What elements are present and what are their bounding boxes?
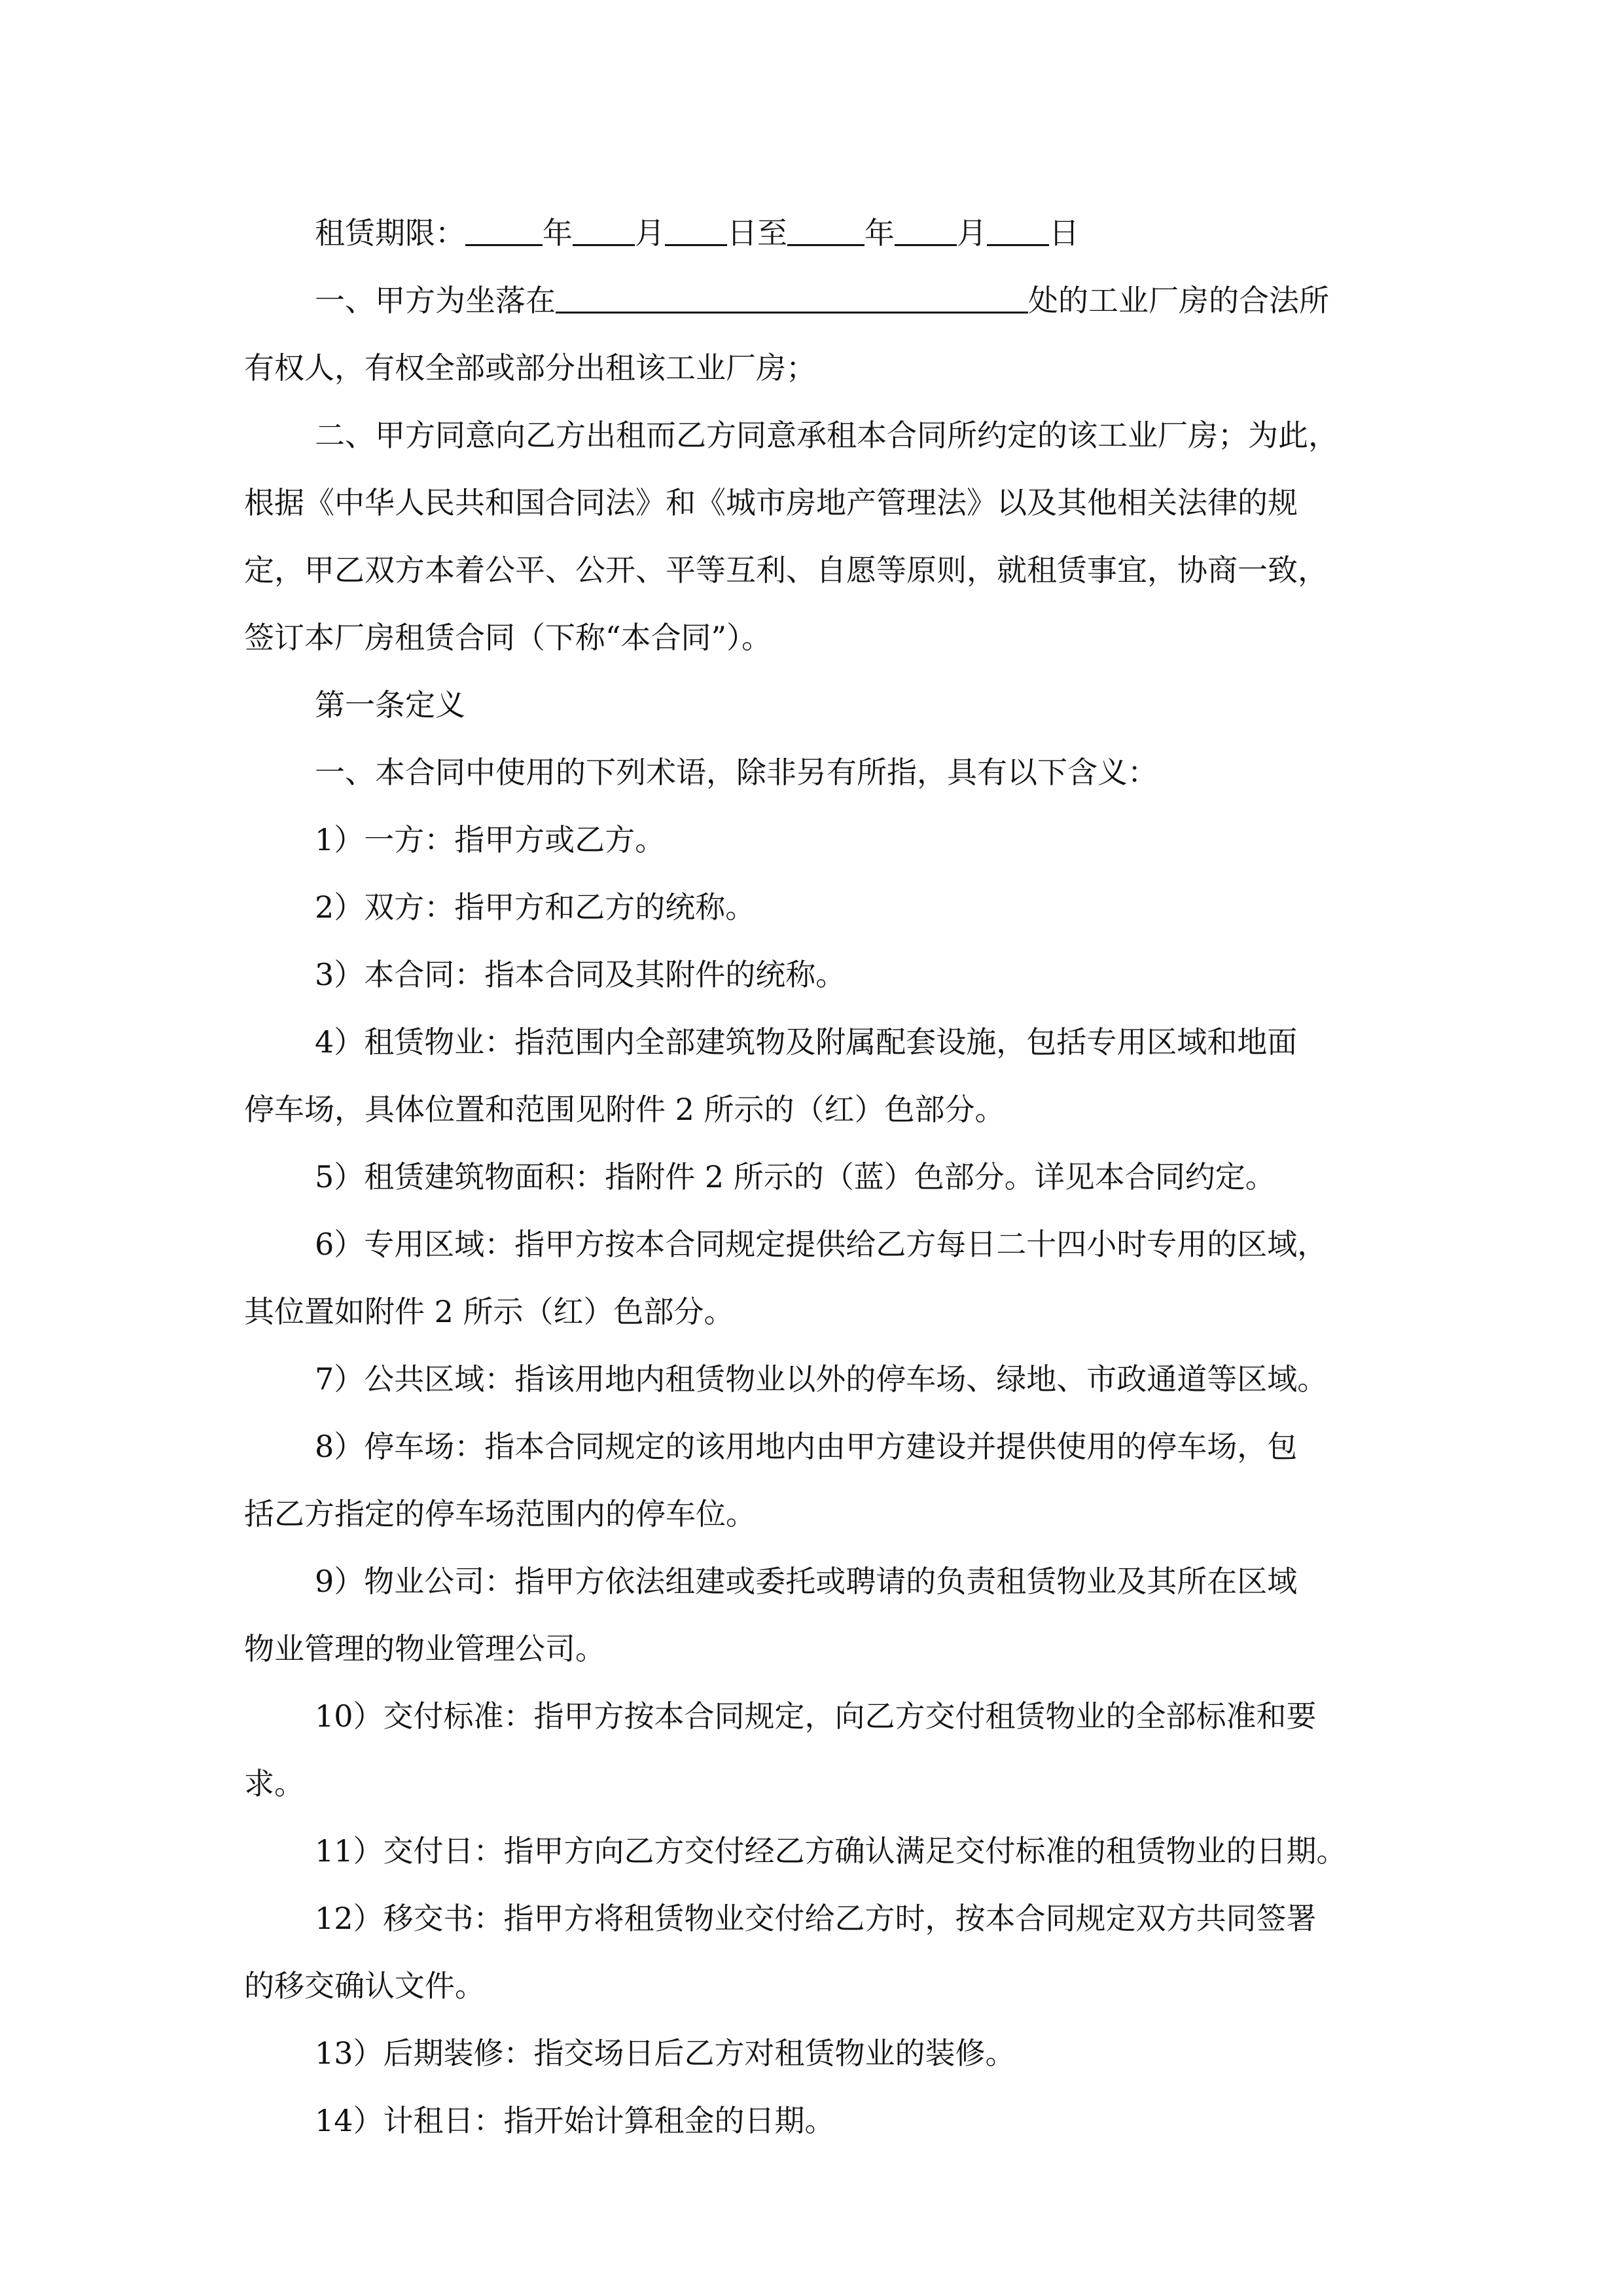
start-year-blank[interactable]	[465, 218, 543, 246]
term-8-line2: 括乙方指定的停车场范围内的停车位。	[244, 1496, 756, 1532]
term-4-line1: 4）租赁物业：指范围内全部建筑物及附属配套设施，包括专用区域和地面	[315, 1024, 1298, 1060]
term-6-line1: 6）专用区域：指甲方按本合同规定提供给乙方每日二十四小时专用的区域，	[315, 1227, 1328, 1262]
start-day-to: 日至	[727, 215, 787, 251]
term-1: 1）一方：指甲方或乙方。	[315, 822, 666, 857]
lease-term-line	[244, 200, 1386, 267]
term-14: 14）计租日：指开始计算租金的日期。	[315, 2103, 835, 2138]
end-day-unit: 日	[1049, 215, 1079, 251]
lease-term-label: 租赁期限：	[315, 215, 465, 251]
end-year-unit: 年	[865, 215, 895, 251]
start-year-unit: 年	[543, 215, 573, 251]
end-year-blank[interactable]	[787, 218, 865, 246]
term-4-line2: 停车场，具体位置和范围见附件 2 所示的（红）色部分。	[244, 1092, 1005, 1127]
clause-one-suffix: 处的工业厂房的合法所	[1028, 283, 1329, 318]
term-9-line1: 9）物业公司：指甲方依法组建或委托或聘请的负责租赁物业及其所在区域	[315, 1564, 1298, 1599]
clause-two-line2: 根据《中华人民共和国合同法》和《城市房地产管理法》以及其他相关法律的规	[244, 485, 1298, 520]
clause-one-prefix: 一、甲方为坐落在	[315, 283, 556, 318]
start-day-blank[interactable]	[665, 218, 727, 246]
end-day-blank[interactable]	[987, 218, 1049, 246]
term-7: 7）公共区域：指该用地内租赁物业以外的停车场、绿地、市政通道等区域。	[315, 1361, 1328, 1397]
clause-one-line1	[244, 267, 1386, 334]
contract-body	[244, 200, 1386, 2155]
article-one-title: 第一条定义	[315, 687, 465, 723]
clause-two-line4: 签订本厂房租赁合同（下称“本合同”）。	[244, 620, 772, 655]
article-one-intro: 一、本合同中使用的下列术语，除非另有所指，具有以下含义：	[315, 755, 1158, 790]
term-5: 5）租赁建筑物面积：指附件 2 所示的（蓝）色部分。详见本合同约定。	[315, 1159, 1275, 1194]
end-month-blank[interactable]	[895, 218, 957, 246]
location-blank[interactable]	[556, 285, 1028, 314]
start-month-blank[interactable]	[573, 218, 635, 246]
term-9-line2: 物业管理的物业管理公司。	[244, 1631, 605, 1666]
term-3: 3）本合同：指本合同及其附件的统称。	[315, 957, 846, 992]
clause-two-line3: 定，甲乙双方本着公平、公开、平等互利、自愿等原则，就租赁事宜，协商一致，	[244, 552, 1328, 588]
term-12-line1: 12）移交书：指甲方将租赁物业交付给乙方时，按本合同规定双方共同签署	[315, 1901, 1317, 1936]
term-6-line2: 其位置如附件 2 所示（红）色部分。	[244, 1294, 734, 1329]
term-2: 2）双方：指甲方和乙方的统称。	[315, 889, 756, 925]
term-13: 13）后期装修：指交场日后乙方对租赁物业的装修。	[315, 2036, 1016, 2071]
term-8-line1: 8）停车场：指本合同规定的该用地内由甲方建设并提供使用的停车场，包	[315, 1429, 1298, 1464]
clause-one-line2: 有权人，有权全部或部分出租该工业厂房；	[244, 350, 816, 386]
clause-two-line1: 二、甲方同意向乙方出租而乙方同意承租本合同所约定的该工业厂房；为此，	[315, 418, 1338, 453]
start-month-unit: 月	[635, 215, 665, 251]
term-11: 11）交付日：指甲方向乙方交付经乙方确认满足交付标准的租赁物业的日期。	[315, 1833, 1347, 1869]
term-10-line1: 10）交付标准：指甲方按本合同规定，向乙方交付租赁物业的全部标准和要	[315, 1698, 1317, 1734]
term-10-line2: 求。	[244, 1766, 304, 1801]
end-month-unit: 月	[957, 215, 987, 251]
term-12-line2: 的移交确认文件。	[244, 1968, 485, 2003]
